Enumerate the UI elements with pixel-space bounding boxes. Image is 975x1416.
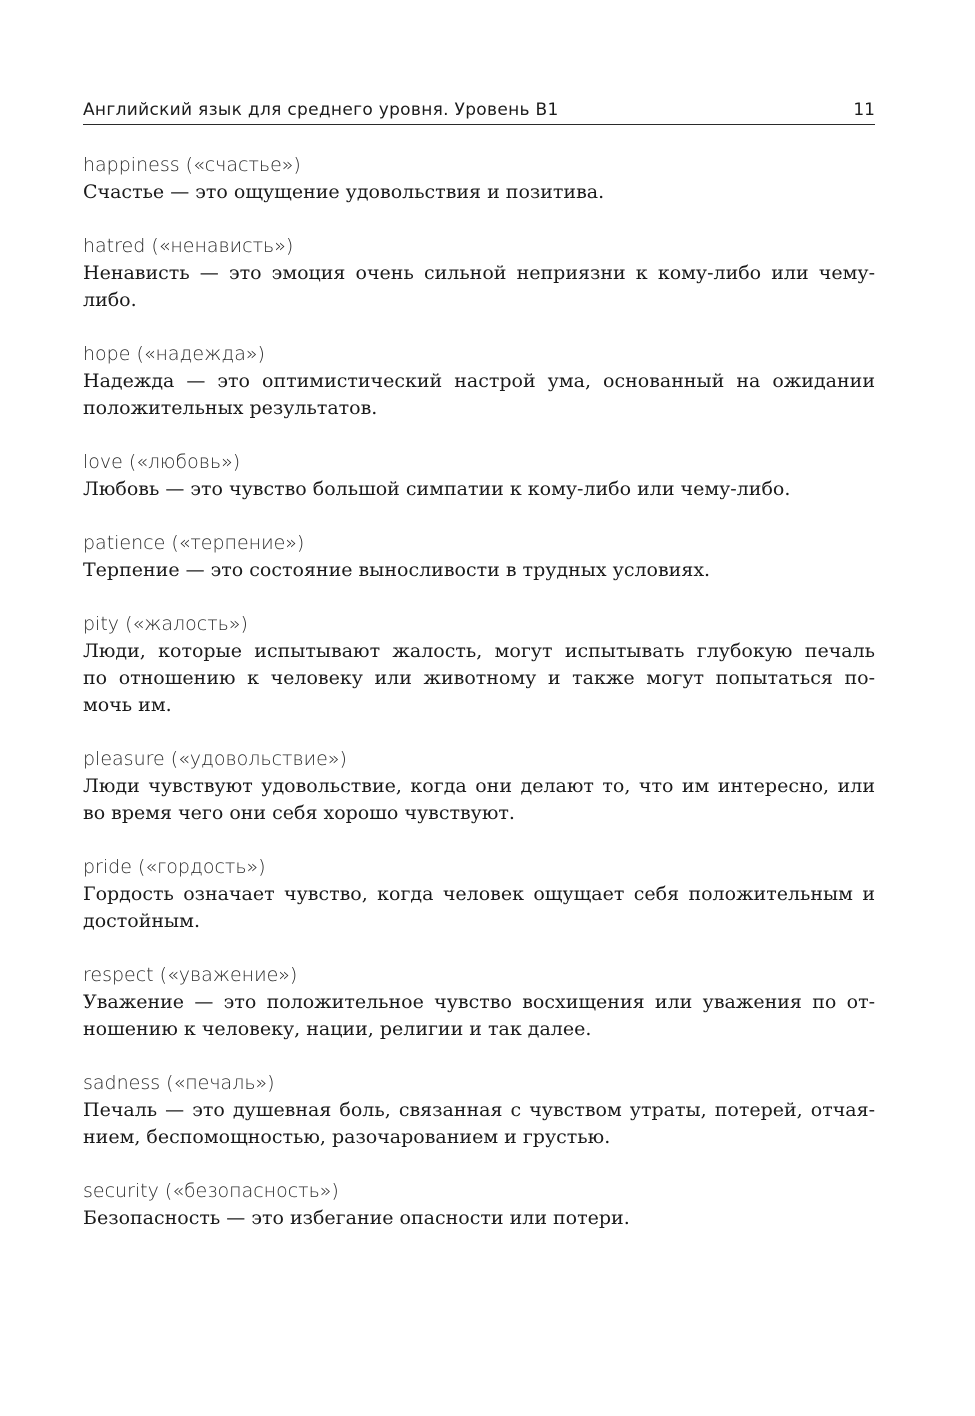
- entry-definition: [83, 1097, 875, 1151]
- definition-line: либо.: [83, 289, 137, 311]
- definition-line: ношению к человеку, нации, религии и так далее.: [83, 1018, 592, 1040]
- definition-line: положительных результатов.: [83, 397, 378, 419]
- glossary-entry: [83, 746, 875, 827]
- glossary-entry: [83, 1178, 875, 1232]
- entry-definition: [83, 368, 875, 422]
- definition-line: Гордость означает чувство, когда человек ощущает себя положительным и: [83, 883, 875, 905]
- definition-line: Ненависть — это эмоция очень сильной неприязни к кому-либо или чему-: [83, 262, 875, 284]
- entry-definition: [83, 881, 875, 935]
- entry-definition: [83, 476, 875, 503]
- entry-term: patience («терпение»): [83, 532, 305, 554]
- entry-definition: [83, 1205, 875, 1232]
- glossary-entry: [83, 233, 875, 314]
- entry-term: love («любовь»): [83, 451, 241, 473]
- definition-line: Счастье — это ощущение удовольствия и позитива.: [83, 181, 605, 203]
- definition-line: по отношению к человеку или животному и также могут попытаться по-: [83, 667, 875, 689]
- definition-line: Печаль — это душевная боль, связанная с чувством утраты, потерей, отчая-: [83, 1099, 875, 1121]
- page: [83, 96, 875, 1259]
- definition-line: Люди, которые испытывают жалость, могут испытывать глубокую печаль: [83, 640, 875, 662]
- glossary-entry: [83, 854, 875, 935]
- entry-definition: [83, 989, 875, 1043]
- glossary-entry: [83, 1070, 875, 1151]
- page-number: 11: [853, 100, 875, 120]
- definition-line: во время чего они себя хорошо чувствуют.: [83, 802, 515, 824]
- entry-term: hatred («ненависть»): [83, 235, 294, 257]
- definition-line: мочь им.: [83, 694, 172, 716]
- definition-line: Безопасность — это избегание опасности или потери.: [83, 1207, 630, 1229]
- glossary-entry: [83, 449, 875, 503]
- entry-term: security («безопасность»): [83, 1180, 339, 1202]
- running-header: [83, 96, 875, 125]
- glossary-entries: [83, 152, 875, 1232]
- definition-line: Надежда — это оптимистический настрой ума, основанный на ожидании: [83, 370, 875, 392]
- entry-definition: [83, 260, 875, 314]
- entry-term: hope («надежда»): [83, 343, 265, 365]
- entry-definition: [83, 638, 875, 719]
- entry-definition: [83, 557, 875, 584]
- glossary-entry: [83, 611, 875, 719]
- definition-line: Люди чувствуют удовольствие, когда они делают то, что им интересно, или: [83, 775, 875, 797]
- entry-definition: [83, 773, 875, 827]
- entry-term: pride («гордость»): [83, 856, 266, 878]
- glossary-entry: [83, 962, 875, 1043]
- entry-term: respect («уважение»): [83, 964, 298, 986]
- glossary-entry: [83, 341, 875, 422]
- entry-term: happiness («счастье»): [83, 154, 301, 176]
- entry-term: pleasure («удовольствие»): [83, 748, 347, 770]
- entry-term: pity («жалость»): [83, 613, 248, 635]
- definition-line: нием, беспомощностью, разочарованием и грустью.: [83, 1126, 611, 1148]
- definition-line: Уважение — это положительное чувство восхищения или уважения по от-: [83, 991, 875, 1013]
- definition-line: Любовь — это чувство большой симпатии к кому-либо или чему-либо.: [83, 478, 791, 500]
- entry-term: sadness («печаль»): [83, 1072, 275, 1094]
- definition-line: достойным.: [83, 910, 200, 932]
- entry-definition: [83, 179, 875, 206]
- glossary-entry: [83, 530, 875, 584]
- running-header-title: Английский язык для среднего уровня. Уровень B1: [83, 100, 559, 120]
- definition-line: Терпение — это состояние выносливости в трудных условиях.: [83, 559, 711, 581]
- glossary-entry: [83, 152, 875, 206]
